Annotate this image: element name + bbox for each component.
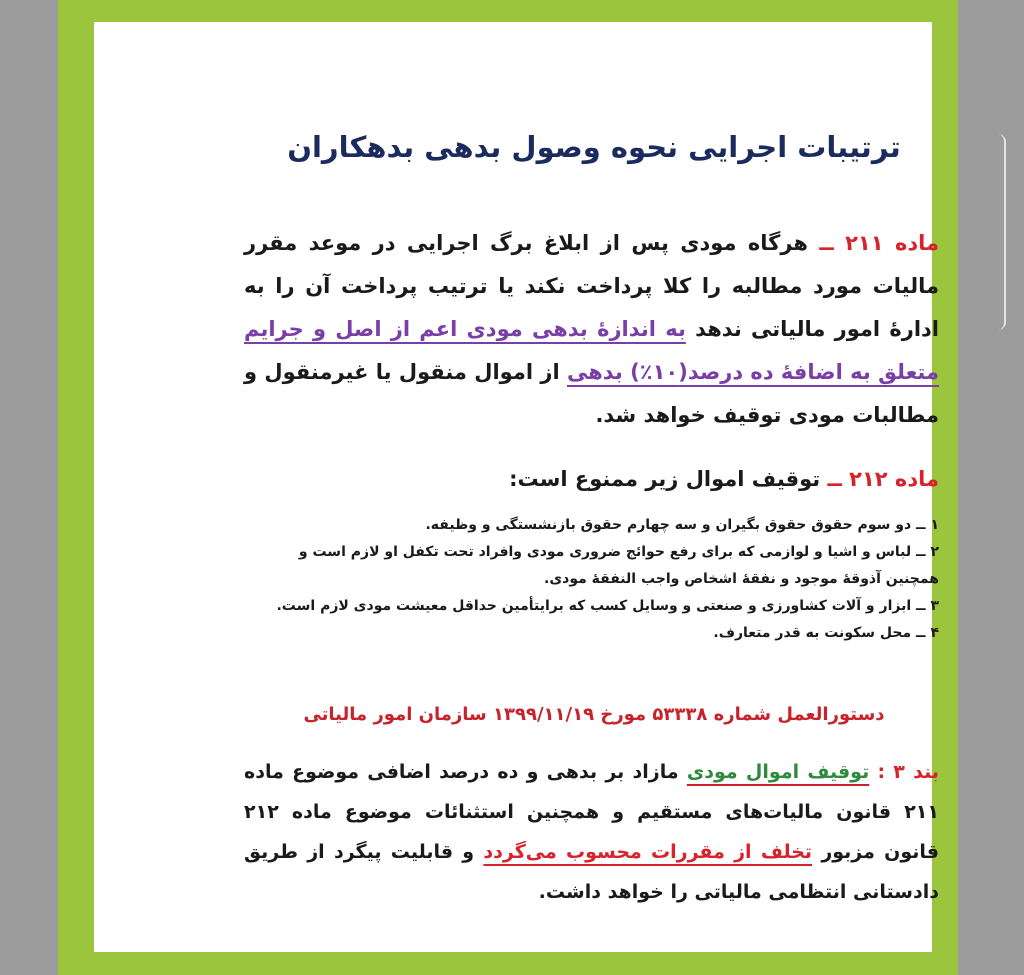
article-211-label: ماده ۲۱۱ ــ <box>819 231 940 255</box>
list-item: ۲ ــ لباس و اشیا و لوازمی که برای رفع حوائج ضروری مودی وافراد تحت تکفل او لازم است و همچنین آذوقهٔ موجود و نفقهٔ اشخاص واجب النفقهٔ مودی. <box>298 544 939 587</box>
exempt-items-list <box>244 512 939 647</box>
article-211-text: هرگاه مودی پس از ابلاغ برگ اجرایی در موعد مقرر مالیات مورد مطالبه را کلا پرداخت نکند یا ترتیب پرداخت آن را به ادارهٔ امور مالیاتی ندهد <box>244 231 939 341</box>
article-212-text: توقیف اموال زیر ممنوع است: <box>509 467 821 491</box>
band-3-green-highlight: توقیف اموال مودی <box>686 761 870 783</box>
directive-heading: دستورالعمل شماره ۵۳۳۳۸ مورخ ۱۳۹۹/۱۱/۱۹ سازمان امور مالیاتی <box>303 704 885 725</box>
article-211 <box>244 222 939 437</box>
right-gray-border <box>958 0 1024 975</box>
band-3-label: بند ۳ : <box>877 761 939 783</box>
article-212 <box>244 458 939 501</box>
band-3-text-end: و قابلیت پیگرد از طریق دادستانی انتظامی مالیاتی را خواهد داشت. <box>244 841 939 903</box>
list-item: ۱ ــ دو سوم حقوق حقوق بگیران و سه چهارم حقوق بازنشستگی و وظیفه. <box>425 517 939 533</box>
scroll-edge-indicator <box>996 134 1006 330</box>
list-item: ۳ ــ ابزار و آلات کشاورزی و صنعتی و وسایل کسب که برایتأمین حداقل معیشت مودی لازم است. <box>276 598 939 614</box>
document-page <box>94 22 940 952</box>
article-212-label: ماده ۲۱۲ ــ <box>827 467 939 491</box>
band-3-red-highlight: تخلف از مقررات محسوب می‌گردد <box>483 841 813 863</box>
list-item: ۴ ــ محل سکونت به قدر متعارف. <box>713 625 939 641</box>
band-3 <box>244 752 939 912</box>
page-title: ترتیبات اجرایی نحوه وصول بدهی بدهکاران <box>287 130 901 164</box>
article-211-highlight: به اندازهٔ بدهی مودی اعم از اصل و جرایم متعلق به اضافهٔ ده درصد(۱۰٪) بدهی <box>244 317 939 384</box>
article-211-text-end: از اموال منقول یا غیرمنقول و مطالبات مودی توقیف خواهد شد. <box>244 360 939 427</box>
band-3-text: مازاد بر بدهی و ده درصد اضافی موضوع ماده ۲۱۱ قانون مالیات‌های مستقیم و همچنین استثنائات موضوع ماده ۲۱۲ قانون مزبور <box>244 761 939 863</box>
left-gray-border <box>0 0 58 975</box>
